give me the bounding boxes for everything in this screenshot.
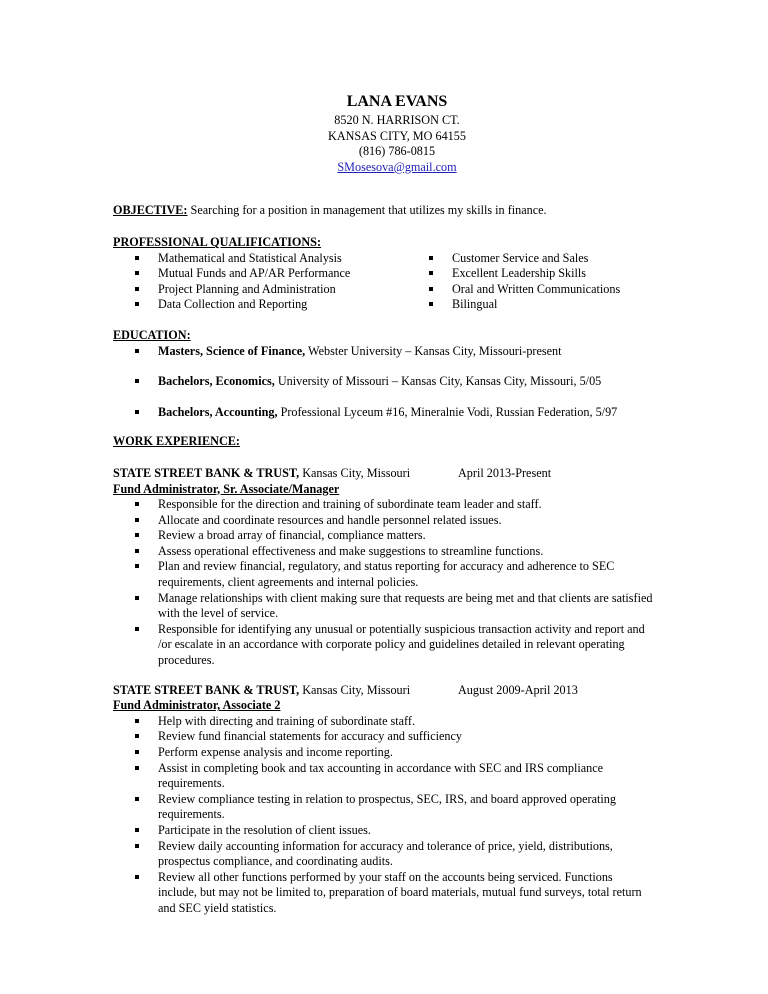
qualifications-left-column	[113, 251, 407, 313]
job-entry-1	[113, 466, 653, 669]
degree-name: Masters, Science of Finance,	[158, 343, 306, 358]
candidate-name: LANA EVANS	[346, 93, 448, 110]
employer-location: Kansas City, Missouri	[299, 465, 411, 480]
list-item: Responsible for identifying any unusual or potentially suspicious transaction activity and report and /or escalate in an accordance with corporate policy and guidelines detailed in relevant operating procedures.	[113, 622, 653, 669]
job-employer	[113, 683, 458, 699]
list-item: Help with directing and training of subordinate staff.	[113, 714, 653, 730]
address-line-2: KANSAS CITY, MO 64155	[328, 128, 466, 143]
qualifications-title: PROFESSIONAL QUALIFICATIONS:	[113, 234, 322, 249]
objective-text: Searching for a position in management that utilizes my skills in finance.	[187, 203, 547, 218]
list-item: Oral and Written Communications	[407, 282, 653, 298]
job-entry-2	[113, 683, 653, 917]
list-item: Review compliance testing in relation to prospectus, SEC, IRS, and board approved operating requirements.	[113, 792, 653, 823]
education-list	[113, 344, 653, 421]
phone-number: (816) 786-0815	[358, 144, 436, 159]
list-item: Manage relationships with client making sure that requests are being met and that clients are satisfied with the level of service.	[113, 591, 653, 622]
employer-name: STATE STREET BANK & TRUST,	[113, 465, 300, 480]
degree-detail: University of Missouri – Kansas City, Kansas City, Missouri, 5/05	[274, 374, 602, 389]
list-item: Participate in the resolution of client issues.	[113, 823, 653, 839]
work-experience-title: WORK EXPERIENCE:	[113, 434, 240, 449]
list-item: Review a broad array of financial, compliance matters.	[113, 528, 653, 544]
list-item: Responsible for the direction and training of subordinate team leader and staff.	[113, 497, 653, 513]
objective-section	[113, 203, 653, 219]
resume-page	[113, 92, 653, 917]
qualifications-list	[113, 251, 653, 313]
degree-detail: Webster University – Kansas City, Missouri-present	[305, 343, 562, 358]
education-item	[113, 374, 653, 390]
degree-name: Bachelors, Accounting,	[158, 404, 278, 419]
employer-name: STATE STREET BANK & TRUST,	[113, 682, 300, 697]
employer-location: Kansas City, Missouri	[299, 682, 411, 697]
list-item: Assess operational effectiveness and make suggestions to streamline functions.	[113, 544, 653, 560]
job-dates: April 2013-Present	[458, 465, 552, 480]
education-item	[113, 405, 653, 421]
job-header	[113, 466, 653, 482]
list-item: Perform expense analysis and income reporting.	[113, 745, 653, 761]
list-item: Customer Service and Sales	[407, 251, 653, 267]
job-employer	[113, 466, 458, 482]
list-item: Plan and review financial, regulatory, and status reporting for accuracy and adherence to SEC requirements, client agreements and internal policies.	[113, 559, 653, 590]
list-item: Project Planning and Administration	[113, 282, 407, 298]
job-position: Fund Administrator, Associate 2	[113, 698, 281, 713]
resume-header	[263, 92, 517, 175]
list-item: Assist in completing book and tax accounting in accordance with SEC and IRS compliance requirements.	[113, 761, 653, 792]
qualifications-right-column	[407, 251, 653, 313]
job-duties	[113, 497, 653, 669]
job-duties	[113, 714, 653, 917]
job-dates: August 2009-April 2013	[458, 682, 578, 697]
list-item: Bilingual	[407, 297, 653, 313]
degree-name: Bachelors, Economics,	[158, 374, 275, 389]
job-header	[113, 683, 653, 699]
job-position: Fund Administrator, Sr. Associate/Manager	[113, 481, 340, 496]
list-item: Data Collection and Reporting	[113, 297, 407, 313]
list-item: Allocate and coordinate resources and handle personnel related issues.	[113, 513, 653, 529]
education-item	[113, 344, 653, 360]
education-title: EDUCATION:	[113, 327, 191, 342]
list-item: Mutual Funds and AP/AR Performance	[113, 266, 407, 282]
address-line-1: 8520 N. HARRISON CT.	[334, 113, 460, 127]
list-item: Mathematical and Statistical Analysis	[113, 251, 407, 267]
list-item: Excellent Leadership Skills	[407, 266, 653, 282]
degree-detail: Professional Lyceum #16, Mineralnie Vodi, Russian Federation, 5/97	[277, 404, 618, 419]
email-link[interactable]: SMosesova@gmail.com	[337, 159, 457, 174]
list-item: Review fund financial statements for accuracy and sufficiency	[113, 729, 653, 745]
objective-label: OBJECTIVE:	[113, 203, 188, 218]
list-item: Review all other functions performed by your staff on the accounts being serviced. Functions include, but may not be limited to, preparation of board materials, mutual fund surveys, total return and SEC yield statistics.	[113, 870, 653, 917]
list-item: Review daily accounting information for accuracy and tolerance of price, yield, distributions, prospectus compliance, and coordinating audits.	[113, 839, 653, 870]
